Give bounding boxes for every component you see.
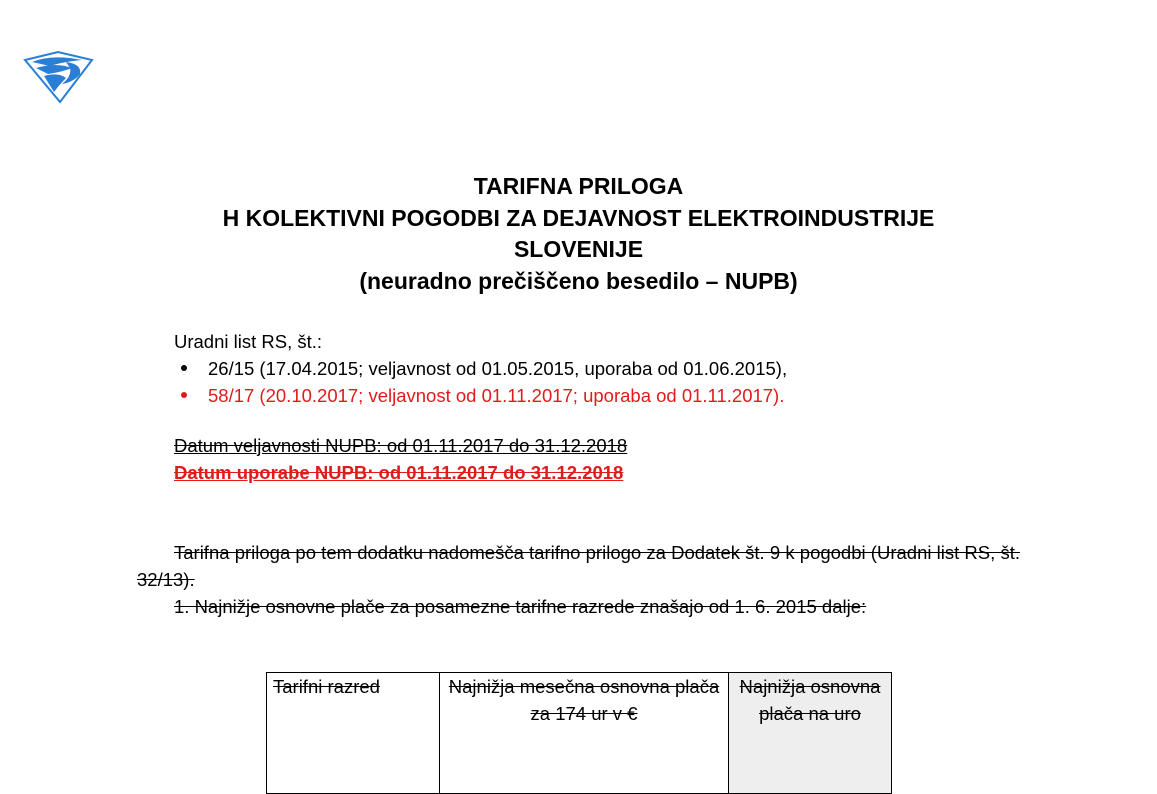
gazette-references <box>174 328 787 409</box>
gazette-list <box>174 355 787 409</box>
gazette-label: Uradni list RS, št.: <box>174 331 323 352</box>
tariff-table <box>266 672 892 794</box>
validity-date: Datum veljavnosti NUPB: od 01.11.2017 do 31.12.2018 <box>174 435 628 456</box>
table-header-row <box>267 673 892 794</box>
title-line-2: H KOLEKTIVNI POGODBI ZA DEJAVNOST ELEKTROINDUSTRIJE <box>222 204 935 231</box>
header-tariff-class: Tarifni razred <box>267 673 440 794</box>
gazette-item: 58/17 (20.10.2017; veljavnost od 01.11.2017; uporaba od 01.11.2017). <box>174 382 787 409</box>
gazette-item: 26/15 (17.04.2015; veljavnost od 01.05.2015, uporaba od 01.06.2015), <box>174 355 787 382</box>
title-line-3: SLOVENIJE <box>513 236 644 262</box>
title-line-4: (neuradno prečiščeno besedilo – NUPB) <box>359 267 798 294</box>
document-title <box>0 171 1157 297</box>
paragraph-minimum-wages: 1. Najnižje osnovne plače za posamezne tarifne razrede znašajo od 1. 6. 2015 dalje: <box>174 596 867 617</box>
nupb-dates <box>174 432 627 486</box>
header-hourly-wage: Najnižja osnovna plača na uro <box>729 673 892 794</box>
paragraph-replacement: Tarifna priloga po tem dodatku nadomešča tarifno prilogo za Dodatek št. 9 k pogodbi (Uradni list RS, št. 32/13). <box>137 542 1020 590</box>
title-line-1: TARIFNA PRILOGA <box>473 173 684 199</box>
use-date: Datum uporabe NUPB: od 01.11.2017 do 31.12.2018 <box>174 462 624 483</box>
header-monthly-wage: Najnižja mesečna osnovna plača za 174 ur v € <box>440 673 729 794</box>
sd-shield-logo-icon <box>22 50 95 104</box>
